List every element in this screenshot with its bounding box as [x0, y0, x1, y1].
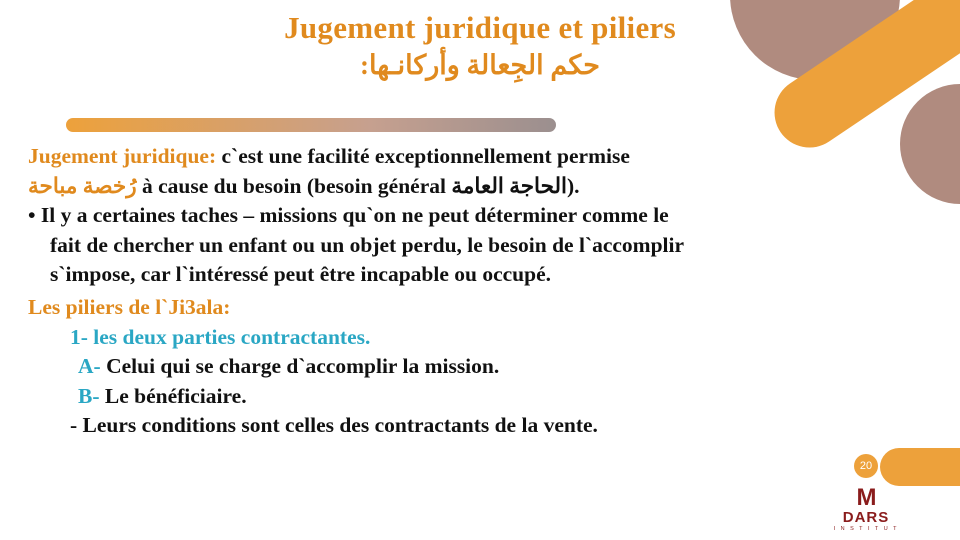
paragraph-jugement-line2 — [28, 172, 928, 201]
jugement-text-3: ). — [567, 173, 580, 198]
logo — [826, 483, 906, 533]
piliers-heading: Les piliers de l`Ji3ala: — [28, 294, 231, 319]
title-french: Jugement juridique et piliers — [284, 10, 676, 45]
jugement-text-2: à cause du besoin (besoin général — [136, 173, 452, 198]
list-item-b-label: B- — [78, 383, 100, 408]
slide-body — [28, 142, 928, 441]
bullet-item-1-line2: fait de chercher un enfant ou un objet perdu, le besoin de l`accomplir — [50, 232, 685, 257]
jugement-label: Jugement juridique: — [28, 144, 217, 168]
list-item-a — [28, 352, 928, 381]
arabic-al-haja-al-amma: الحاجة العامة — [451, 173, 567, 198]
paragraph-jugement — [28, 142, 928, 171]
page-number-badge: 20 — [854, 454, 878, 478]
jugement-text-1: c`est une facilité exceptionnellement permise — [216, 144, 630, 168]
title-divider-bar — [66, 118, 556, 132]
bullet-item-1: • Il y a certaines taches – missions qu`on ne peut déterminer comme le — [28, 203, 669, 228]
decorative-shape-orange-pill — [880, 448, 960, 486]
list-item-a-label: A- — [78, 354, 101, 379]
list-item-a-text: Celui qui se charge d`accomplir la mission. — [100, 354, 500, 379]
list-item-conditions: - Leurs conditions sont celles des contractants de la vente. — [70, 413, 598, 438]
title-arabic: حكم الجِعالة وأركانـها: — [360, 49, 600, 80]
list-item-b-text: Le bénéficiaire. — [99, 383, 247, 408]
logo-subtitle: I N S T I T U T — [833, 526, 899, 532]
list-item-b — [28, 382, 928, 411]
page-title — [0, 10, 960, 83]
arabic-rukhsa-mubaha: رُخصة مباحة — [28, 173, 137, 198]
list-item-1: 1- les deux parties contractantes. — [70, 324, 371, 349]
bullet-item-1-line3: s`impose, car l`intéressé peut être incapable ou occupé. — [50, 262, 552, 287]
logo-mark-icon: M — [856, 483, 876, 511]
logo-name: DARS — [842, 508, 890, 526]
